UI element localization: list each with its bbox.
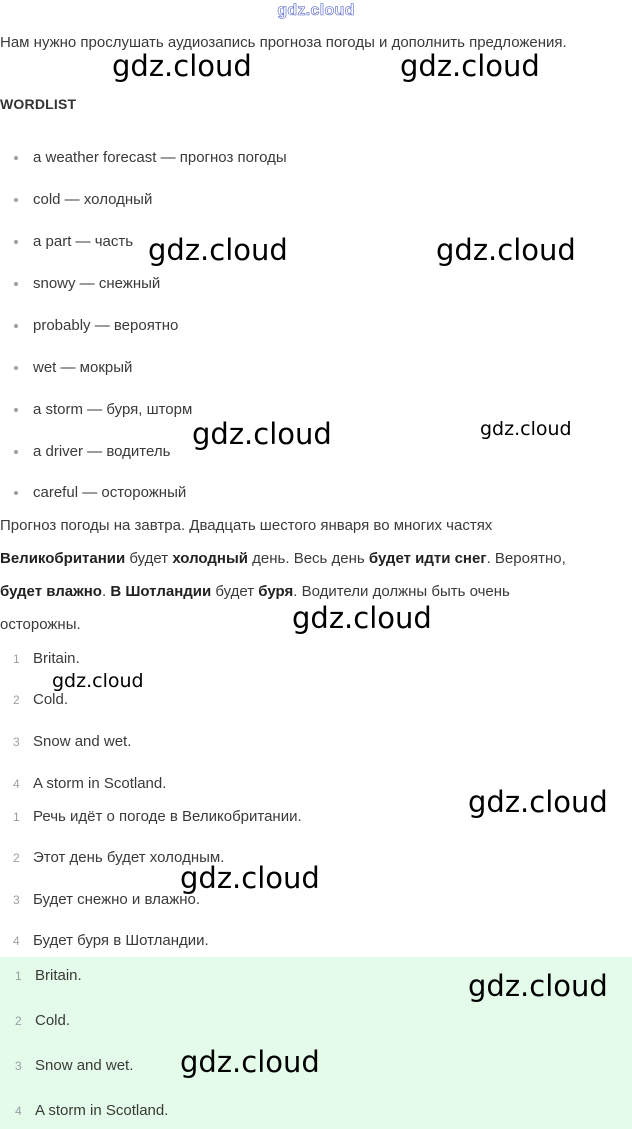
bullet-icon [14, 408, 18, 412]
watermark: gdz.cloud [148, 233, 288, 267]
watermark: gdz.cloud [192, 417, 332, 451]
bullet-icon [14, 156, 18, 160]
bullet-icon [14, 198, 18, 202]
watermark: gdz.cloud [468, 969, 608, 1003]
bullet-icon [14, 491, 18, 495]
watermark: gdz.cloud [292, 601, 432, 635]
answer-box: 1 Britain. 2 Cold. 3 Snow and wet. 4 A storm in Scotland. [0, 957, 632, 1129]
bullet-icon [14, 366, 18, 370]
watermark: gdz.cloud [480, 418, 572, 440]
watermark: gdz.cloud [180, 861, 320, 895]
bullet-icon [14, 282, 18, 286]
bullet-icon [14, 240, 18, 244]
intro-text: Нам нужно прослушать аудиозапись прогноза погоды и дополнить предложения. [0, 34, 567, 51]
watermark: gdz.cloud [468, 785, 608, 819]
bullet-icon [14, 450, 18, 454]
bullet-icon [14, 324, 18, 328]
watermark: gdz.cloud [112, 49, 252, 83]
watermark: gdz.cloud [180, 1045, 320, 1079]
watermark: gdz.cloud [400, 49, 540, 83]
site-logo[interactable]: gdz.cloud [277, 2, 355, 19]
wordlist-title: WORDLIST [0, 96, 77, 112]
translation-text: Прогноз погоды на завтра. Двадцать шестого января во многих частях Великобритании будет холодный день. Весь день будет идти снег. Вероятно, будет влажно. В Шотландии будет буря. Водители должны быть очень осторожны. [0, 517, 566, 633]
watermark: gdz.cloud [52, 670, 144, 692]
watermark: gdz.cloud [436, 233, 576, 267]
